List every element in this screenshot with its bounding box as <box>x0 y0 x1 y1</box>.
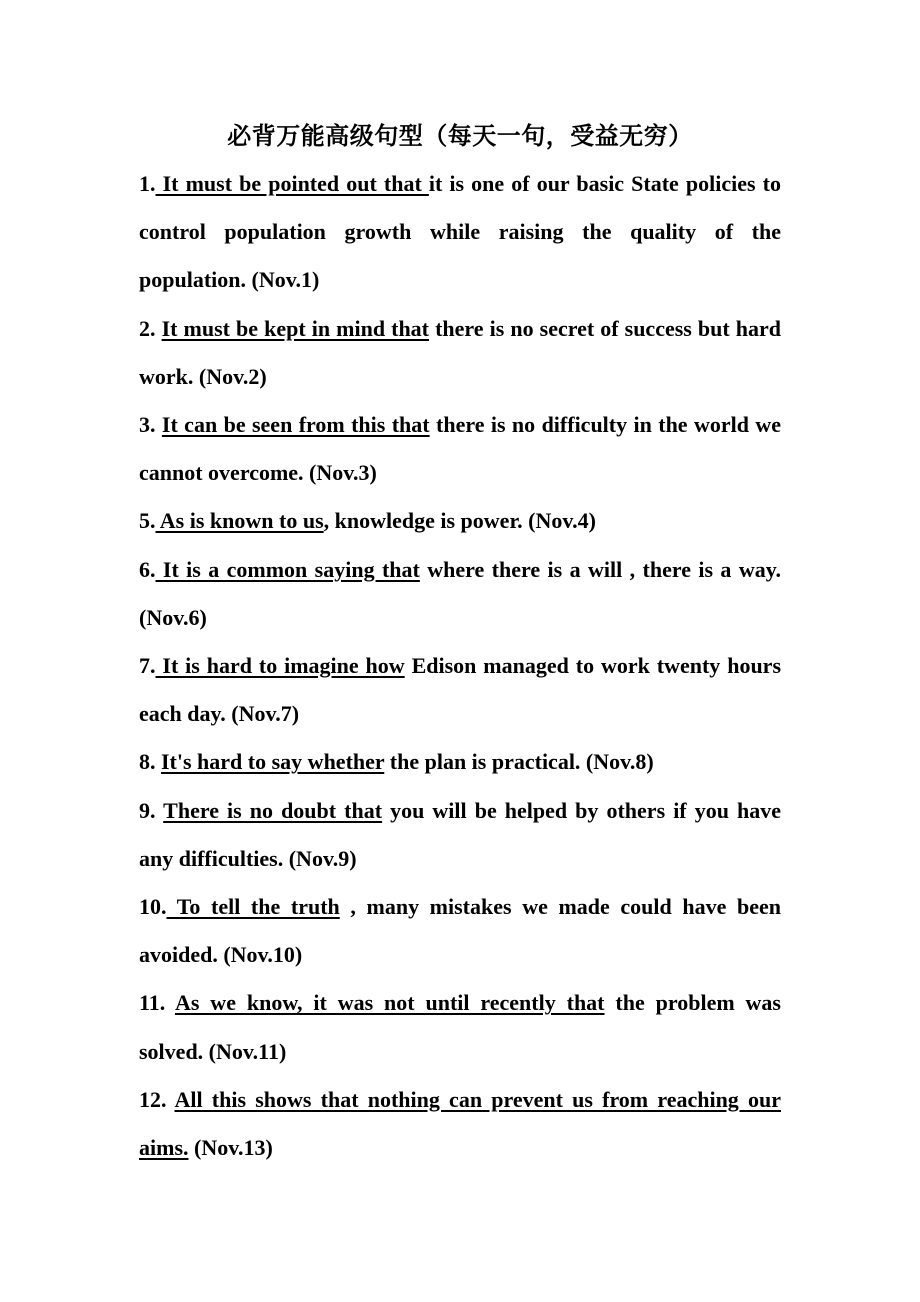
item-number: 7. <box>139 653 156 679</box>
item-text: , many mistakes we made could have been avoided. (Nov.10) <box>139 894 781 968</box>
item-text: Edison managed to work twenty hours each day. (Nov.7) <box>139 653 782 727</box>
item-text: there is no difficulty in the world we cannot overcome. (Nov.3) <box>139 412 782 486</box>
item-text: the plan is practical. (Nov.8) <box>384 749 654 775</box>
item-number: 11. <box>139 990 175 1016</box>
item-text: where there is a will , there is a way. (Nov.6) <box>139 556 781 630</box>
item-number: 8. <box>139 749 161 775</box>
underlined-phrase: There is no doubt that <box>163 797 383 823</box>
underlined-phrase: It must be kept in mind that <box>161 315 430 341</box>
underlined-phrase: To tell the truth <box>166 894 340 920</box>
item-number: 1. <box>139 171 156 196</box>
list-item <box>139 738 781 786</box>
item-number: 12. <box>139 1086 175 1112</box>
list-item <box>139 979 781 1075</box>
sentence-list <box>139 160 781 1172</box>
underlined-phrase: As we know, it was not until recently that <box>174 990 605 1016</box>
underlined-phrase: All this shows that nothing can prevent us from reaching our aims. <box>139 1086 781 1161</box>
list-item <box>139 305 781 401</box>
list-item <box>139 883 781 979</box>
underlined-phrase: As is known to us <box>155 508 324 534</box>
list-item <box>139 160 781 305</box>
page-title: 必背万能高级句型（每天一句，受益无穷） <box>227 122 693 150</box>
item-text: you will be helped by others if you have any difficulties. (Nov.9) <box>139 797 781 871</box>
item-text: it is one of our basic State policies to control population growth while raising the quality of the population. (Nov.1) <box>139 171 781 293</box>
item-number: 3. <box>139 412 162 438</box>
list-item <box>139 497 781 545</box>
underlined-phrase: It is a common saying that <box>155 556 420 582</box>
item-text: the problem was solved. (Nov.11) <box>139 990 781 1064</box>
underlined-phrase: It is hard to imagine how <box>155 653 405 679</box>
list-item <box>139 1076 781 1172</box>
item-number: 9. <box>139 797 164 823</box>
underlined-phrase: It can be seen from this that <box>161 412 430 438</box>
item-text: (Nov.13) <box>188 1135 273 1161</box>
item-number: 10. <box>139 894 167 920</box>
item-text: there is no secret of success but hard work. (Nov.2) <box>139 315 782 389</box>
item-number: 2. <box>139 315 162 341</box>
document-page <box>139 112 781 1172</box>
underlined-phrase: It must be pointed out that <box>155 171 429 196</box>
underlined-phrase: It's hard to say whether <box>161 749 385 775</box>
item-number: 5. <box>139 508 156 534</box>
list-item <box>139 642 781 738</box>
list-item <box>139 787 781 883</box>
item-number: 6. <box>139 556 156 582</box>
item-text: , knowledge is power. (Nov.4) <box>323 508 597 534</box>
list-item <box>139 546 781 642</box>
list-item <box>139 401 781 497</box>
